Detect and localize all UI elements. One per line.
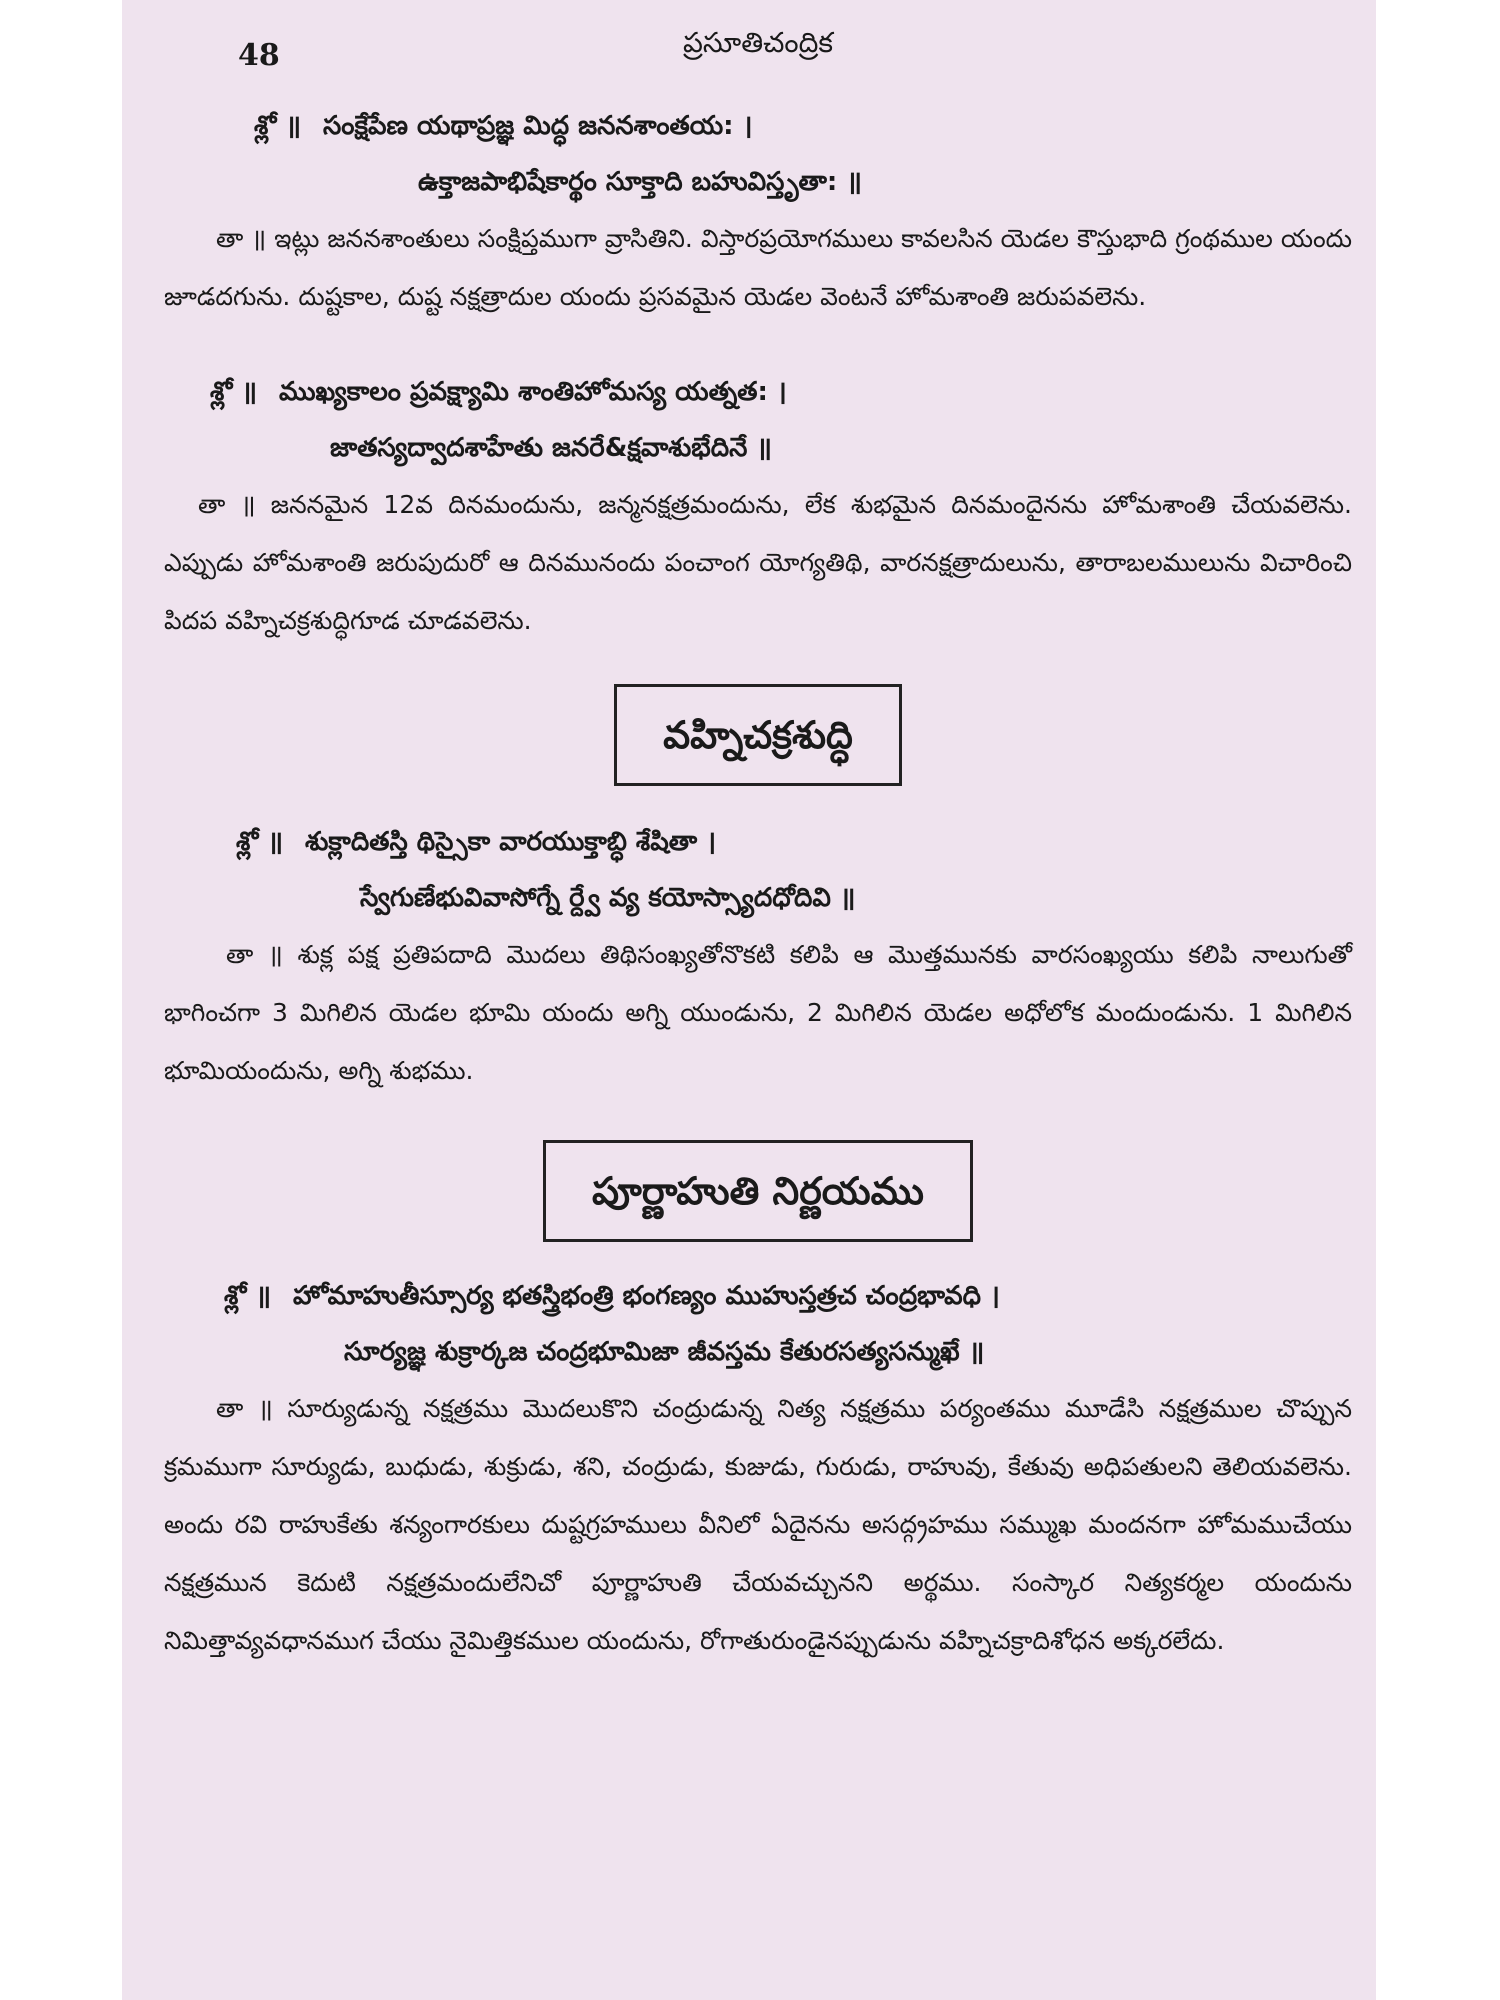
verse-3 [164, 814, 1352, 926]
section-heading: వహ్నిచక్రశుద్ధి [614, 684, 902, 786]
page-header [164, 0, 1352, 92]
verse-line: జాతస్యద్వాదశాహేతు జనరే&క్షవాశుభేదినే ॥ [330, 433, 772, 463]
meaning-paragraph-1: తా ॥ ఇట్లు జననశాంతులు సంక్షిప్తముగా వ్రాసితిని. విస్తారప్రయోగములు కావలసిన యెడల కౌస్తుభాది గ్రంథముల యందు జూడదగును. దుష్టకాల, దుష్ట నక్షత్రాదుల యందు ప్రసవమైన యెడల వెంటనే హోమశాంతి జరుపవలెను. [164, 224, 1352, 311]
section-heading: పూర్ణాహుతి నిర్ణయము [543, 1140, 973, 1242]
verse-mark: శ్లో ॥ [236, 827, 284, 857]
verse-line: సంక్షేపేణ యథాప్రజ్ఞ మిద్ధ జననశాంతయ: । [323, 111, 753, 141]
verse-mark: శ్లో ॥ [224, 1281, 272, 1311]
verse-1 [164, 98, 1352, 210]
section-heading-box [164, 684, 1352, 786]
meaning-paragraph-4: తా ॥ సూర్యుడున్న నక్షత్రము మొదలుకొని చంద్రుడున్న నిత్య నక్షత్రము పర్యంతము మూడేసి నక్షత్రముల చొప్పున క్రమముగా సూర్యుడు, బుధుడు, శుక్రుడు, శని, చంద్రుడు, కుజుడు, గురుడు, రాహువు, కేతువు అధిపతులని తెలియవలెను. అందు రవి రాహుకేతు శన్యంగారకులు దుష్టగ్రహములు వీనిలో ఏదైనను అసద్గ్రహము సమ్ముఖ మందనగా హోమముచేయు నక్షత్రమున కెదుటి నక్షత్రమందులేనిచో పూర్ణాహుతి చేయవచ్చునని అర్థము. సంస్కార నిత్యకర్మల యందును నిమిత్తావ్యవధానముగ చేయు నైమిత్తికముల యందును, రోగాతురుండైనప్పుడును వహ్నిచక్రాదిశోధన అక్కరలేదు. [164, 1394, 1352, 1655]
verse-line: హోమాహుతీస్సూర్య భతస్త్రిభంత్రి భంగణ్యం ముహుస్తత్రచ చంద్రభావధి । [293, 1281, 1000, 1311]
verse-mark: శ్లో ॥ [254, 111, 302, 141]
verse-mark: శ్లో ॥ [210, 377, 258, 407]
verse-2 [164, 364, 1352, 476]
verse-line: శుక్లాదితస్తి థిస్సైకా వారయుక్తాబ్ధి శేషితా । [305, 827, 717, 857]
verse-line: ముఖ్యకాలం ప్రవక్ష్యామి శాంతిహోమస్య యత్నత: । [279, 377, 787, 407]
running-title: ప్రసూతిచంద్రిక [682, 26, 834, 59]
verse-4 [164, 1268, 1352, 1380]
verse-line: స్వేగుణేభువివాసోగ్నే ర్ద్వే వ్య కయోస్స్యాదధోదివి ॥ [360, 883, 856, 913]
book-page [122, 0, 1376, 2000]
verse-line: సూర్యజ్ఞ శుక్రార్కజ చంద్రభూమిజా జీవస్తమ కేతురసత్యసన్ముఖే ॥ [344, 1337, 985, 1367]
section-heading-box [164, 1140, 1352, 1242]
meaning-paragraph-3: తా ॥ శుక్ల పక్ష ప్రతిపదాది మొదలు తిథిసంఖ్యతోనొకటి కలిపి ఆ మొత్తమునకు వారసంఖ్యయు కలిపి నాలుగుతో భాగించగా 3 మిగిలిన యెడల భూమి యందు అగ్ని యుండును, 2 మిగిలిన యెడల అధోలోక మందుండును. 1 మిగిలిన భూమియందును, అగ్ని శుభము. [164, 940, 1352, 1085]
verse-line: ఉక్తాజపాభిషేకార్థం సూక్తాది బహువిస్తృతా: ॥ [418, 167, 862, 197]
page-number: 48 [238, 38, 280, 73]
meaning-paragraph-2: తా ॥ జననమైన 12వ దినమందును, జన్మనక్షత్రమందును, లేక శుభమైన దినమందైనను హోమశాంతి చేయవలెను. ఎప్పుడు హోమశాంతి జరుపుదురో ఆ దినమునందు పంచాంగ యోగ్యతిథి, వారనక్షత్రాదులును, తారాబలములును విచారించి పిదప వహ్నిచక్రశుద్ధిగూడ చూడవలెను. [164, 490, 1352, 635]
